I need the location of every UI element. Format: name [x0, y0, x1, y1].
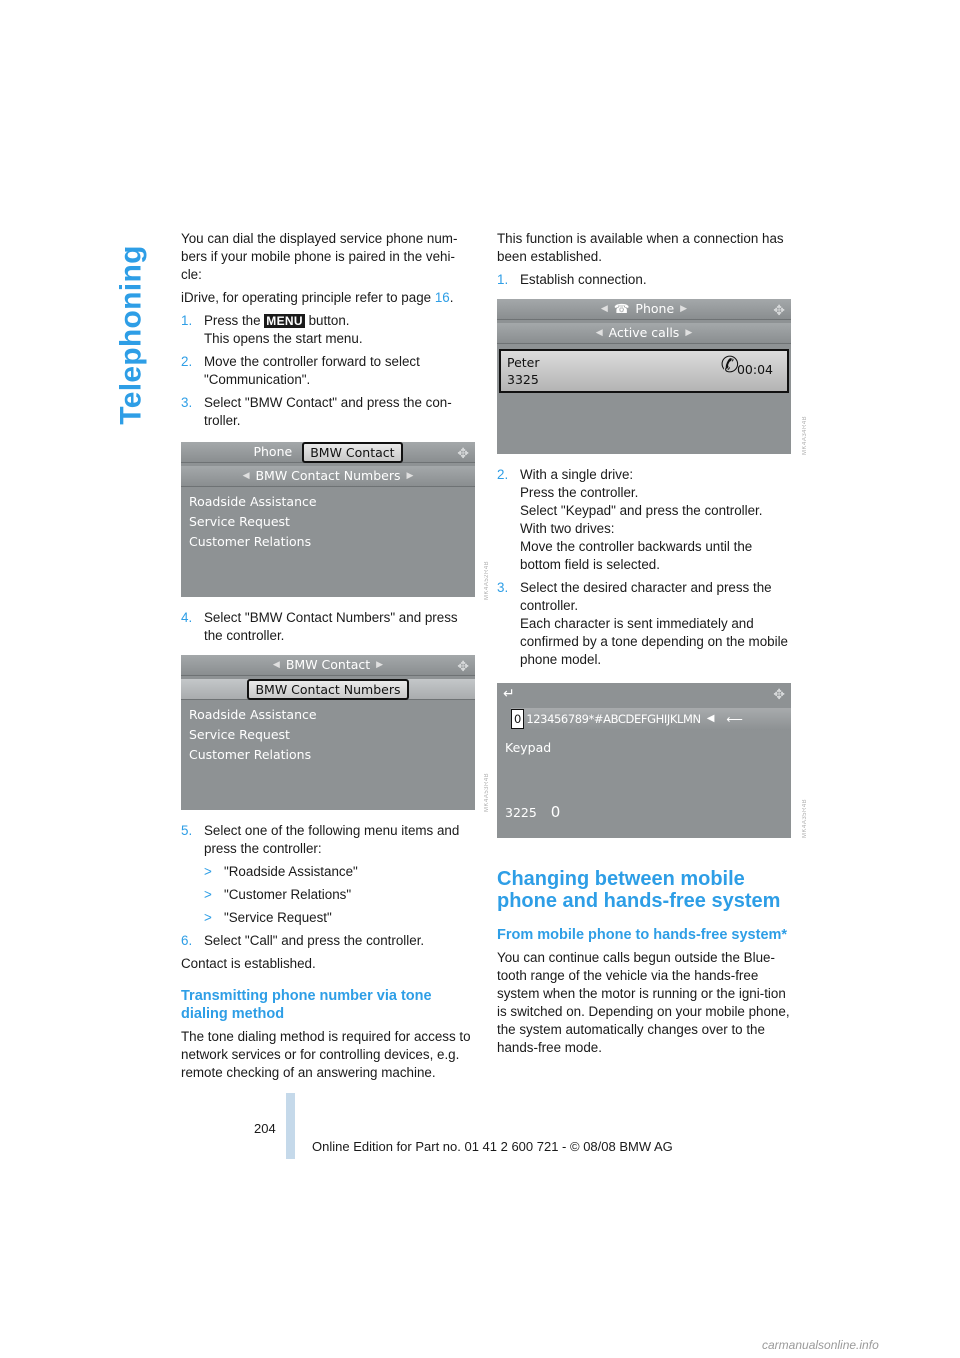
caller-number: 3325: [507, 372, 539, 387]
edition-text: Online Edition for Part no. 01 41 2 600 721 - © 08/08 BMW AG: [312, 1139, 673, 1154]
right-step-1: [497, 271, 793, 289]
triangle-left-icon: ◀: [600, 304, 608, 314]
step-number: 3.: [497, 580, 509, 595]
step-number: 3.: [181, 395, 193, 410]
caller-name: Peter: [507, 355, 540, 370]
step-4-text: Select "BMW Contact Numbers" and press the controller.: [204, 610, 458, 643]
step-line: Move the controller backwards until the bottom field is selected.: [520, 539, 753, 572]
idrive-reference: [181, 289, 475, 307]
triangle-left-icon: ◀: [242, 471, 250, 481]
step-6: [181, 932, 475, 950]
step-line: Each character is sent immediately and confirmed by a tone depending on the mobile phone model.: [520, 616, 788, 667]
section-title-text: Telephoning: [115, 245, 149, 425]
triangle-right-icon: ▶: [680, 304, 688, 314]
phone-handset-icon: ☎: [613, 301, 630, 316]
available-text: This function is available when a connection has been established.: [497, 231, 784, 264]
screen-keypad: [497, 683, 791, 838]
corner-arrows-icon: ✥: [773, 303, 785, 319]
step-line: With a single drive:: [520, 467, 634, 482]
step-line: Select "Keypad" and press the controller.: [520, 503, 763, 518]
corner-arrows-icon: ✥: [457, 659, 469, 675]
screen-second-bar: [181, 466, 475, 487]
right-step-3: [497, 579, 793, 669]
list-item: Service Request: [189, 727, 290, 742]
screen-top-bar: [181, 655, 475, 676]
tab-phone: Phone: [253, 444, 293, 459]
step-1-text: [204, 312, 475, 348]
footer-accent-bar: [286, 1093, 295, 1159]
triangle-right-icon: ▶: [406, 471, 414, 481]
page-link[interactable]: 16: [434, 290, 450, 305]
step-6-text: Select "Call" and press the controller.: [204, 933, 425, 948]
list-item: Roadside Assistance: [189, 494, 317, 509]
watermark: carmanualsonline.info: [762, 1338, 879, 1352]
option-item: [204, 909, 475, 927]
step-5-text: Select one of the following menu items and press the controller:: [204, 823, 460, 856]
triangle-left-icon: ◀: [272, 660, 280, 670]
step-4: [181, 609, 475, 645]
option-text: "Roadside Assistance": [224, 864, 358, 879]
row-contact-numbers: BMW Contact Numbers: [255, 468, 401, 483]
back-arrow-icon: ↵: [503, 686, 515, 702]
bullet-icon: >: [204, 864, 212, 879]
right-step-3-text: [520, 579, 793, 669]
backspace-icon: ⟵: [726, 712, 743, 726]
corner-arrows-icon: ✥: [457, 446, 469, 462]
option-text: "Service Request": [224, 910, 332, 925]
section-title: [112, 230, 152, 440]
image-code: MK4A53R4B: [484, 772, 490, 812]
screen-list: [189, 492, 317, 552]
list-item: Customer Relations: [189, 747, 312, 762]
step-line: With two drives:: [520, 521, 615, 536]
step-number: 4.: [181, 610, 193, 625]
menu-key-icon: MENU: [266, 314, 303, 328]
row-active-calls: Active calls: [608, 325, 680, 340]
bullet-icon: >: [204, 887, 212, 902]
right-column: [497, 230, 793, 1062]
keypad-label: Keypad: [505, 740, 552, 755]
idrive-ref-suffix: .: [449, 290, 454, 305]
step-5: [181, 822, 475, 858]
triangle-right-icon: ▶: [685, 328, 693, 338]
step-line: Select the desired character and press the controller.: [520, 580, 772, 613]
right-step-1-text: Establish connection.: [520, 272, 647, 287]
screen-top-bar: [181, 442, 475, 463]
screen-list: [189, 705, 317, 765]
step-2-text: Move the controller forward to select "Communication".: [204, 354, 420, 387]
option-item: [204, 863, 475, 881]
dialed-number: 3225: [505, 805, 537, 820]
step-number: 2.: [181, 354, 193, 369]
screen-active-calls: [497, 299, 791, 454]
keypad-chars: 123456789*#ABCDEFGHIJKLMN: [526, 712, 701, 726]
bullet-icon: >: [204, 910, 212, 925]
screen-contact-numbers: [181, 655, 475, 810]
entered-digit: 0: [550, 803, 561, 821]
sound-icon: ◀: [706, 713, 715, 724]
list-item: Roadside Assistance: [189, 707, 317, 722]
triangle-left-icon: ◀: [595, 328, 603, 338]
step-1-post: button.: [304, 313, 350, 328]
step-1-line2: This opens the start menu.: [204, 331, 363, 346]
heading-changing: Changing between mobile phone and hands-free system: [497, 868, 781, 912]
left-column: [181, 230, 475, 1087]
row-phone: Phone: [635, 301, 675, 316]
option-item: [204, 886, 475, 904]
step-number: 1.: [181, 313, 193, 328]
keypad-selected-char: 0: [511, 709, 524, 729]
right-step-2: [497, 466, 793, 574]
tone-text: The tone dialing method is required for access to network services or for controlling devices, e.g. remote checking of an answering machine.: [181, 1029, 471, 1080]
image-code: MK4A35R4B: [802, 798, 808, 838]
step-1-pre: Press the: [204, 313, 265, 328]
step-2: [181, 353, 475, 389]
step-number: 6.: [181, 933, 193, 948]
image-code: MK4A52R4B: [484, 560, 490, 600]
screen-second-bar: [497, 323, 791, 344]
intro-text: You can dial the displayed service phone num-bers if your mobile phone is paired in the vehi-cle:: [181, 231, 458, 282]
row-contact-numbers-selected: BMW Contact Numbers: [247, 679, 408, 700]
step-line: Press the controller.: [520, 485, 639, 500]
option-text: "Customer Relations": [224, 887, 352, 902]
heading-from-mobile: From mobile phone to hands-free system*: [497, 927, 788, 943]
keypad-row: [511, 708, 791, 730]
page-number: 204: [254, 1121, 276, 1136]
step-1: [181, 312, 475, 348]
row-bmw-contact: BMW Contact: [285, 657, 371, 672]
list-item: Customer Relations: [189, 534, 312, 549]
active-call-box: [499, 349, 789, 393]
screen-top-bar: [497, 299, 791, 320]
heading-tone-dialing: Transmitting phone number via tone dialing method: [181, 988, 432, 1022]
call-timer: 00:04: [736, 362, 773, 377]
step-3-text: Select "BMW Contact" and press the con-troller.: [204, 395, 452, 428]
corner-arrows-icon: ✥: [773, 687, 785, 703]
step-number: 5.: [181, 823, 193, 838]
image-code: MK4A34R4B: [802, 415, 808, 455]
step-number: 1.: [497, 272, 509, 287]
idrive-ref-text: iDrive, for operating principle refer to page: [181, 290, 435, 305]
right-step-2-text: [520, 466, 793, 574]
step-number: 2.: [497, 467, 509, 482]
from-text: You can continue calls begun outside the Blue-tooth range of the vehicle via the hands-free system when the motor is running or the igni-tion is switched on. Depending on your mobile phone, the system automatically changes over to the hands-free mode.: [497, 950, 790, 1055]
triangle-right-icon: ▶: [376, 660, 384, 670]
screen-bmw-contact: [181, 442, 475, 597]
dialed-row: [505, 803, 560, 822]
screen-second-bar: [181, 679, 475, 700]
call-active-icon: ✆: [720, 353, 739, 378]
list-item: Service Request: [189, 514, 290, 529]
step-3: [181, 394, 475, 430]
tab-bmw-contact-selected: BMW Contact: [302, 442, 402, 463]
established-text: Contact is established.: [181, 956, 316, 971]
